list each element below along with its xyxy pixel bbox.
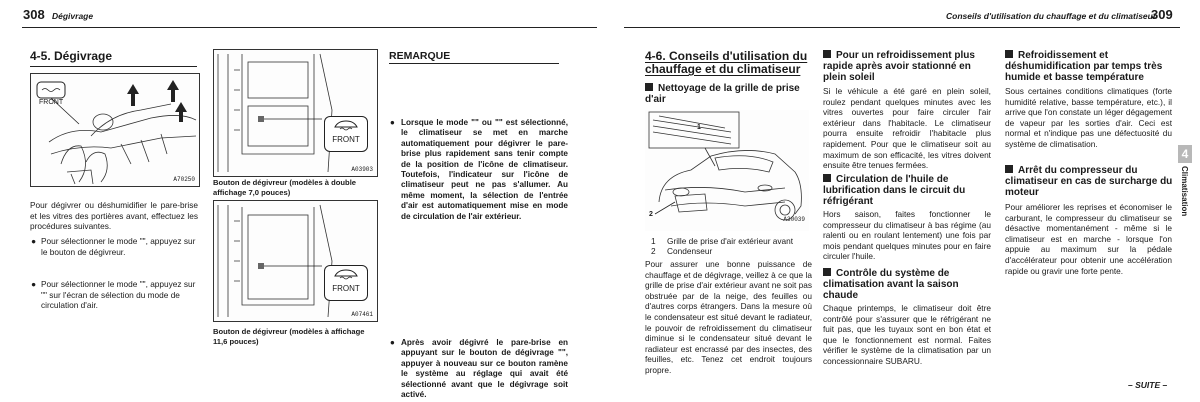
- remark-text-2: Après avoir dégivré le pare-brise en appuyant sur le bouton de dégivrage "", appuyer à nouveau sur ce bouton ramène le système au réglage qui avait été sélectionné avant que le dégivrage soit activé.: [401, 338, 568, 400]
- section-title-degivrage: 4-5. Dégivrage: [30, 49, 113, 63]
- legend-num-2: 2: [651, 246, 656, 256]
- subsection-title-text-1: Nettoyage de la grille de prise d'air: [645, 83, 800, 105]
- section-title-rule: [30, 66, 197, 67]
- bullet-item: [30, 236, 198, 257]
- chapter-label: Climatisation: [1180, 166, 1189, 217]
- subsection-title: [823, 50, 993, 83]
- legend-num-1: 1: [651, 236, 656, 246]
- defroster-button-11in: [324, 265, 368, 301]
- figure-air-intake-grille: [645, 110, 809, 231]
- square-bullet-icon: [1005, 165, 1013, 173]
- subsection-title: [1005, 165, 1173, 198]
- section-title-conseils: 4-6. Conseils d'utilisation du chauffage et du climatiseur: [645, 49, 808, 76]
- continued-footer: – SUITE –: [1128, 380, 1168, 390]
- fig1-code: A70250: [173, 176, 195, 183]
- fig2-front-label: FRONT: [332, 135, 360, 144]
- subsection-title: [823, 174, 993, 207]
- remark-title: REMARQUE: [389, 50, 451, 62]
- right-header-rule: [624, 27, 1180, 28]
- defroster-icon: [325, 266, 367, 284]
- figure-defroster-button-11in: [213, 200, 378, 322]
- right-page-number: 309: [1151, 7, 1173, 22]
- figure-dashboard-defroster: [30, 73, 200, 187]
- subsection-title: [645, 83, 815, 105]
- square-bullet-icon: [823, 50, 831, 58]
- bullet-text-2: Pour sélectionner le mode "", appuyez sur "" sur l'écran de sélection du mode de circulation d'air.: [41, 279, 196, 311]
- right-page-header: Conseils d'utilisation du chauffage et du climatiseur: [946, 11, 1157, 21]
- compressor-paragraph: Pour améliorer les reprises et économiser le carburant, le compresseur du climatiseur se désactive momentanément - même si le climatiseur est en marche - lorsque l'on appuie au maximum sur la pédale d'accélérateur pour obtenir une accélération rapide ou gravir une forte pente.: [1005, 202, 1172, 276]
- defroster-icon: [325, 117, 367, 135]
- legend-item: [651, 246, 816, 257]
- console-7in-illustration: [214, 50, 377, 176]
- remark-dot-1: ●: [390, 117, 395, 127]
- fig4-callout-2: 2: [649, 211, 653, 218]
- remark-item: [389, 118, 568, 222]
- square-bullet-icon: [823, 174, 831, 182]
- subsection-title: [1005, 50, 1173, 83]
- remark-text-1: Lorsque le mode "" ou "" est sélectionné, le climatiseur se met en marche automatiquement pour dégivrer le pare-brise plus rapidement sans tenir compte de la position de l'icône de climatiseur. Toutefois, l'indicateur sur l'icône de climatiseur peut ne pas s'allumer. Au même moment, la sélection de l'entrée d'air est automatiquement mise en mode de circulation de l'air extérieur.: [401, 117, 568, 221]
- bullet-dot-1: ●: [31, 236, 37, 246]
- bullet-dot-2: ●: [31, 279, 37, 290]
- fig3-caption: Bouton de dégivreur (modèles à affichage 11,6 pouces): [213, 327, 365, 346]
- fig2-code: A03903: [351, 166, 373, 173]
- square-bullet-icon: [645, 83, 653, 91]
- oil-circulation-paragraph: Hors saison, faites fonctionner le compresseur du climatiseur à bas régime (au ralenti ou en roulant lentement) une fois par mois pendant quelques minutes pour en faire circuler l'huile.: [823, 209, 991, 262]
- left-header-rule: [22, 27, 597, 28]
- subsection-title-text-4: Contrôle du système de climatisation avant la saison chaude: [823, 268, 959, 301]
- subsection-title-text-3: Circulation de l'huile de lubrification dans le circuit du réfrigérant: [823, 174, 966, 207]
- humidity-paragraph: Sous certaines conditions climatiques (forte humidité relative, basse température, etc.), il arrive que l'on constate un léger dégagement de vapeur par les sorties d'air. Ceci est normal et n'indique pas une défectuosité du système de climatisation.: [1005, 86, 1172, 149]
- fig4-code: A30039: [783, 216, 805, 223]
- fig1-front-label: FRONT: [39, 99, 64, 106]
- fig4-callout-1: 1: [697, 124, 701, 131]
- vehicle-front-illustration: [645, 110, 809, 231]
- defroster-button-7in: [324, 116, 368, 152]
- legend-text-1: Grille de prise d'air extérieur avant: [667, 236, 794, 246]
- subsection-title-text-6: Arrêt du compresseur du climatiseur en cas de surcharge du moteur: [1005, 165, 1173, 198]
- square-bullet-icon: [823, 268, 831, 276]
- figure-defroster-button-7in: [213, 49, 378, 177]
- chapter-tab: 4: [1178, 145, 1192, 163]
- left-page-header: Dégivrage: [52, 11, 94, 21]
- fig3-front-label: FRONT: [332, 284, 360, 293]
- legend-item: [651, 236, 816, 247]
- bullet-item: [30, 279, 198, 311]
- inspection-paragraph: Chaque printemps, le climatiseur doit être contrôlé pour s'assurer que le réfrigérant ne fuit pas, que les tuyaux sont en bon état et que le fonctionnement est normal. Faites vérifier le système de la climatisation par un concessionnaire SUBARU.: [823, 303, 991, 366]
- dashboard-illustration: [31, 74, 199, 186]
- intro-paragraph: Pour dégivrer ou déshumidifier le pare-brise et les vitres des portières avant, effectuez les procédures suivantes.: [30, 200, 198, 232]
- subsection-title: [823, 268, 993, 301]
- remark-dot-2: ●: [390, 338, 395, 348]
- left-page-number: 308: [23, 7, 45, 22]
- intake-grille-paragraph: Pour assurer une bonne puissance de chauffage et de dégivrage, veillez à ce que la grille de prise d'air extérieur avant ne soit pas obstruée par de la neige, des feuilles ou d'autres corps étrangers. Dans la mesure où le condensateur est situé devant le radiateur, le pouvoir de refroidissement du climatiseur diminue si le condensateur situé devant le radiateur est encrassé par des insectes, des feuilles, etc. Tenez cet endroit toujours propre.: [645, 259, 812, 375]
- legend-text-2: Condenseur: [667, 246, 713, 256]
- fig2-caption: Bouton de dégivreur (modèles à double affichage 7,0 pouces): [213, 178, 357, 197]
- bullet-text-1: Pour sélectionner le mode "", appuyez sur le bouton de dégivreur.: [41, 236, 196, 257]
- fig3-code: A07461: [351, 311, 373, 318]
- square-bullet-icon: [1005, 50, 1013, 58]
- subsection-title-text-5: Refroidissement et déshumidification par temps très humide et basse température: [1005, 50, 1163, 83]
- subsection-title-text-2: Pour un refroidissement plus rapide après avoir stationné en plein soleil: [823, 50, 975, 83]
- console-11in-illustration: [214, 201, 377, 321]
- cooling-paragraph: Si le véhicule a été garé en plein soleil, roulez pendant quelques minutes avec les vitres ouvertes pour faire circuler l'air extérieur dans l'habitacle. Le climatiseur pourra ensuite refroidir l'habitacle plus rapidement. Pour que le climatiseur soit au maximum de son efficacité, les vitres doivent ensuite être tenues fermées.: [823, 86, 991, 171]
- remark-item: [389, 338, 568, 400]
- remark-rule: [389, 63, 559, 64]
